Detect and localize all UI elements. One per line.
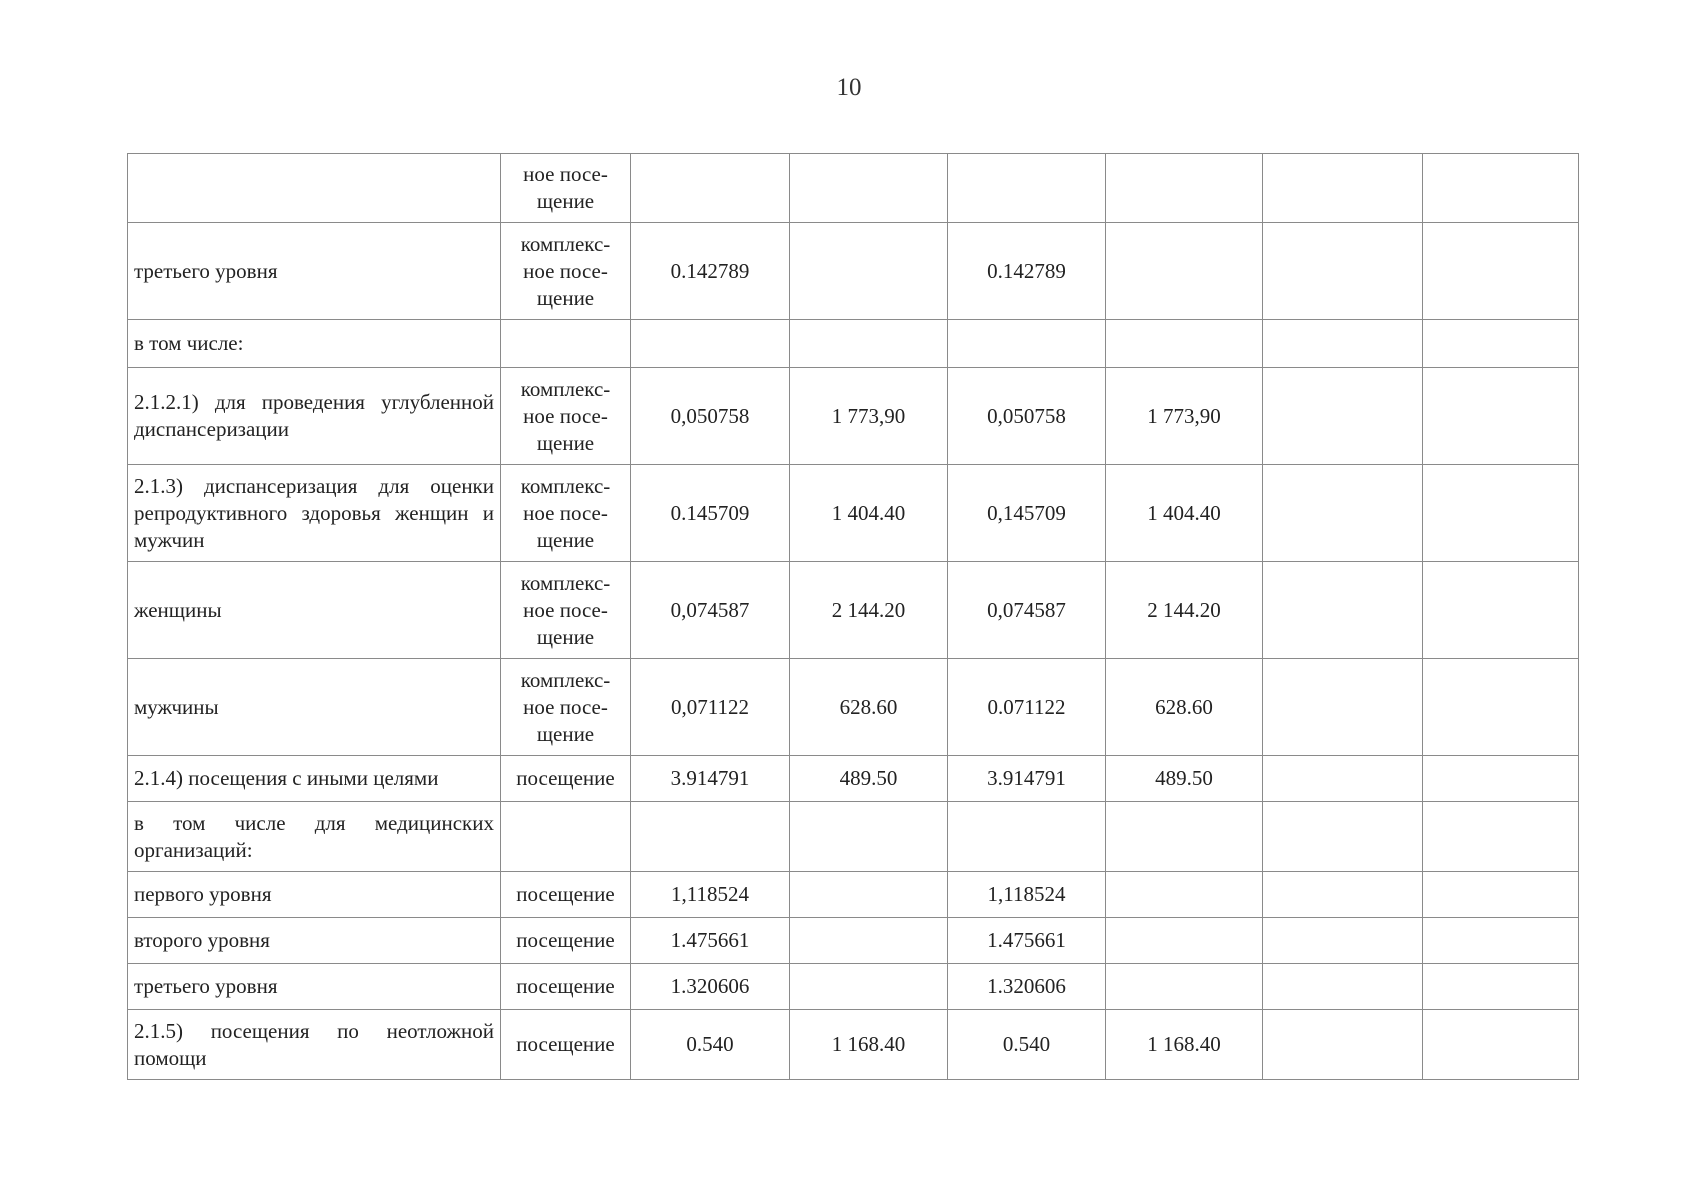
- value-cell-2: 2 144.20: [790, 562, 948, 659]
- value-cell-3: 1,118524: [948, 872, 1106, 918]
- value-cell-1: 0,050758: [631, 368, 790, 465]
- value-cell-5: [1263, 154, 1423, 223]
- value-cell-1: 0.142789: [631, 223, 790, 320]
- value-cell-2: 1 168.40: [790, 1010, 948, 1080]
- value-cell-3: 0,074587: [948, 562, 1106, 659]
- unit-cell: комплекс- ное посе- щение: [501, 223, 631, 320]
- value-cell-3: 0.142789: [948, 223, 1106, 320]
- table-row: [128, 223, 1579, 320]
- table-row: [128, 1010, 1579, 1080]
- value-cell-1: 1.475661: [631, 918, 790, 964]
- value-cell-5: [1263, 756, 1423, 802]
- value-cell-3: 0,050758: [948, 368, 1106, 465]
- value-cell-5: [1263, 223, 1423, 320]
- unit-cell: посещение: [501, 756, 631, 802]
- page-number: 10: [836, 74, 862, 101]
- indicator-name-cell: первого уровня: [128, 872, 501, 918]
- value-cell-2: 1 773,90: [790, 368, 948, 465]
- unit-cell: комплекс- ное посе- щение: [501, 659, 631, 756]
- value-cell-6: [1423, 223, 1579, 320]
- indicator-name-cell: женщины: [128, 562, 501, 659]
- indicator-name-cell: 2.1.2.1) для проведения углубленной диспансеризации: [128, 368, 501, 465]
- value-cell-2: [790, 872, 948, 918]
- value-cell-2: 489.50: [790, 756, 948, 802]
- value-cell-2: [790, 918, 948, 964]
- value-cell-5: [1263, 872, 1423, 918]
- indicator-name-cell: в том числе для медицинских организаций:: [128, 802, 501, 872]
- value-cell-4: [1106, 320, 1263, 368]
- indicator-name-cell: третьего уровня: [128, 964, 501, 1010]
- table-row: [128, 964, 1579, 1010]
- value-cell-1: 0,071122: [631, 659, 790, 756]
- value-cell-3: [948, 154, 1106, 223]
- value-cell-1: 1,118524: [631, 872, 790, 918]
- value-cell-2: [790, 154, 948, 223]
- value-cell-4: 1 404.40: [1106, 465, 1263, 562]
- value-cell-1: 0.145709: [631, 465, 790, 562]
- value-cell-1: 0,074587: [631, 562, 790, 659]
- value-cell-2: 1 404.40: [790, 465, 948, 562]
- value-cell-1: [631, 320, 790, 368]
- value-cell-3: 0.540: [948, 1010, 1106, 1080]
- indicator-name-cell: второго уровня: [128, 918, 501, 964]
- value-cell-1: [631, 154, 790, 223]
- value-cell-3: 0.071122: [948, 659, 1106, 756]
- table-row: [128, 562, 1579, 659]
- value-cell-4: [1106, 802, 1263, 872]
- value-cell-6: [1423, 562, 1579, 659]
- unit-cell: [501, 320, 631, 368]
- table-row: [128, 320, 1579, 368]
- value-cell-3: 3.914791: [948, 756, 1106, 802]
- unit-cell: посещение: [501, 918, 631, 964]
- unit-cell: комплекс- ное посе- щение: [501, 562, 631, 659]
- value-cell-5: [1263, 562, 1423, 659]
- value-cell-4: [1106, 223, 1263, 320]
- value-cell-6: [1423, 465, 1579, 562]
- indicator-name-cell: мужчины: [128, 659, 501, 756]
- data-table: [127, 153, 1579, 1080]
- value-cell-6: [1423, 368, 1579, 465]
- value-cell-1: [631, 802, 790, 872]
- table-row: [128, 659, 1579, 756]
- value-cell-4: 2 144.20: [1106, 562, 1263, 659]
- unit-cell: ное посе- щение: [501, 154, 631, 223]
- indicator-name-cell: 2.1.5) посещения по неотложной помощи: [128, 1010, 501, 1080]
- value-cell-6: [1423, 964, 1579, 1010]
- value-cell-4: 628.60: [1106, 659, 1263, 756]
- value-cell-5: [1263, 465, 1423, 562]
- value-cell-4: 1 168.40: [1106, 1010, 1263, 1080]
- value-cell-6: [1423, 872, 1579, 918]
- value-cell-4: 489.50: [1106, 756, 1263, 802]
- value-cell-1: 0.540: [631, 1010, 790, 1080]
- value-cell-6: [1423, 1010, 1579, 1080]
- table-row: [128, 154, 1579, 223]
- value-cell-2: [790, 223, 948, 320]
- value-cell-6: [1423, 802, 1579, 872]
- value-cell-2: [790, 802, 948, 872]
- indicator-name-cell: 2.1.3) диспансеризация для оценки репродуктивного здоровья женщин и мужчин: [128, 465, 501, 562]
- value-cell-4: [1106, 918, 1263, 964]
- indicator-name-cell: в том числе:: [128, 320, 501, 368]
- value-cell-6: [1423, 320, 1579, 368]
- indicator-name-cell: [128, 154, 501, 223]
- value-cell-2: [790, 320, 948, 368]
- value-cell-5: [1263, 918, 1423, 964]
- value-cell-6: [1423, 918, 1579, 964]
- value-cell-5: [1263, 659, 1423, 756]
- table-row: [128, 756, 1579, 802]
- table-row: [128, 465, 1579, 562]
- table-row: [128, 802, 1579, 872]
- unit-cell: посещение: [501, 872, 631, 918]
- value-cell-2: 628.60: [790, 659, 948, 756]
- value-cell-6: [1423, 756, 1579, 802]
- value-cell-3: 1.475661: [948, 918, 1106, 964]
- value-cell-4: [1106, 964, 1263, 1010]
- value-cell-3: 1.320606: [948, 964, 1106, 1010]
- table-row: [128, 368, 1579, 465]
- value-cell-1: 1.320606: [631, 964, 790, 1010]
- unit-cell: посещение: [501, 1010, 631, 1080]
- value-cell-5: [1263, 320, 1423, 368]
- value-cell-4: [1106, 872, 1263, 918]
- value-cell-5: [1263, 802, 1423, 872]
- value-cell-1: 3.914791: [631, 756, 790, 802]
- value-cell-3: [948, 802, 1106, 872]
- table-row: [128, 872, 1579, 918]
- table-body: [128, 154, 1579, 1080]
- value-cell-6: [1423, 154, 1579, 223]
- table-row: [128, 918, 1579, 964]
- value-cell-4: 1 773,90: [1106, 368, 1263, 465]
- value-cell-3: [948, 320, 1106, 368]
- value-cell-4: [1106, 154, 1263, 223]
- value-cell-3: 0,145709: [948, 465, 1106, 562]
- value-cell-5: [1263, 368, 1423, 465]
- value-cell-6: [1423, 659, 1579, 756]
- indicator-name-cell: 2.1.4) посещения с иными целями: [128, 756, 501, 802]
- value-cell-2: [790, 964, 948, 1010]
- unit-cell: посещение: [501, 964, 631, 1010]
- unit-cell: комплекс- ное посе- щение: [501, 368, 631, 465]
- indicator-name-cell: третьего уровня: [128, 223, 501, 320]
- unit-cell: [501, 802, 631, 872]
- value-cell-5: [1263, 964, 1423, 1010]
- value-cell-5: [1263, 1010, 1423, 1080]
- unit-cell: комплекс- ное посе- щение: [501, 465, 631, 562]
